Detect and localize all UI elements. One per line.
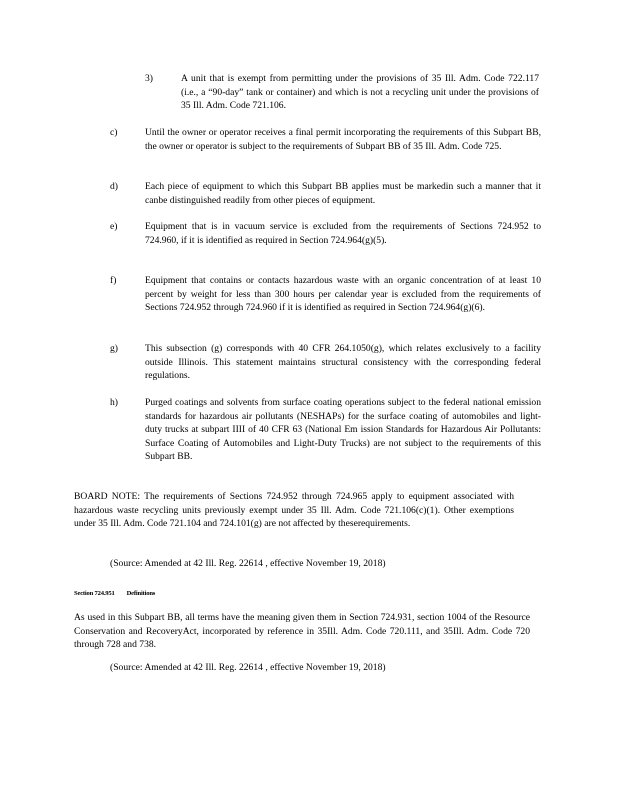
- list-item: [145, 72, 543, 114]
- item-text: Equipment that contains or contacts hazardous waste with an organic concentration of at least 10 percent by weight for less than 300 hours per calendar year is excluded from the requirements of Sections 724.952 through 724.960 if it is identified as required in Section 724.964(g)(6).: [145, 275, 541, 314]
- item-text: Purged coatings and solvents from surface coating operations subject to the federal national emission standards for hazardous air pollutants (NESHAPs) for the surface coating of automobiles and light-duty trucks at subpart IIII of 40 CFR 63 (National Em ission Standards for Hazardous Air Pollutants: Surface Coating of Automobiles and Light-Duty Trucks) are not subject to the requirements of this Subpart BB.: [145, 397, 541, 463]
- item-text: Until the owner or operator receives a final permit incorporating the requirements of this Subpart BB, the owner or operator is subject to the requirements of Subpart BB of 35 Ill. Adm. Code 725.: [145, 127, 541, 152]
- list-item: [110, 396, 542, 480]
- list-item: [110, 180, 542, 208]
- item-text: Equipment that is in vacuum service is excluded from the requirements of Sections 724.952 to 724.960, if it is identified as required in Section 724.964(g)(5).: [145, 221, 541, 246]
- item-label: c): [110, 127, 118, 138]
- item-label: 3): [145, 73, 153, 84]
- definitions-paragraph: As used in this Subpart BB, all terms have the meaning given them in Section 724.931, section 1004 of the Resource Conservation and RecoveryAct, incorporated by reference in 35Ill. Adm. Code 720.111, and 35Ill. Adm. Code 720 through 728 and 738.: [74, 612, 530, 651]
- list-item: [110, 220, 542, 262]
- item-text: This subsection (g) corresponds with 40 CFR 264.1050(g), which relates exclusively to a facility outside Illinois. This statement maintains structural consistency with the corresponding federal regulations.: [145, 343, 541, 382]
- source-note: (Source: Amended at 42 Ill. Reg. 22614 , effective November 19, 2018): [110, 662, 386, 673]
- item-label: e): [110, 221, 118, 232]
- list-item: [110, 126, 542, 168]
- section-title: Definitions: [126, 590, 156, 597]
- item-text: Each piece of equipment to which this Subpart BB applies must be markedin such a manner that it canbe distinguished readily from other pieces of equipment.: [145, 181, 541, 206]
- list-item: [110, 342, 542, 384]
- section-number: Section 724.951: [74, 590, 115, 597]
- item-label: h): [110, 397, 118, 408]
- section-heading: [74, 587, 155, 601]
- item-text: A unit that is exempt from permitting under the provisions of 35 Ill. Adm. Code 722.117 (i.e., a “90-day” tank or container) and which is not a recycling unit under the provisions of 35 Ill. Adm. Code 721.106.: [181, 73, 539, 112]
- list-item: [110, 274, 542, 330]
- item-label: d): [110, 181, 118, 192]
- item-label: f): [110, 275, 117, 286]
- item-label: g): [110, 343, 118, 354]
- source-note: (Source: Amended at 42 Ill. Reg. 22614 , effective November 19, 2018): [110, 558, 386, 569]
- board-note: BOARD NOTE: The requirements of Sections 724.952 through 724.965 apply to equipment associated with hazardous waste recycling units previously exempt under 35 Ill. Adm. Code 721.106(c)(1). Other exemptions under 35 Ill. Adm. Code 721.104 and 724.101(g) are not affected by theserequirements.: [74, 491, 514, 530]
